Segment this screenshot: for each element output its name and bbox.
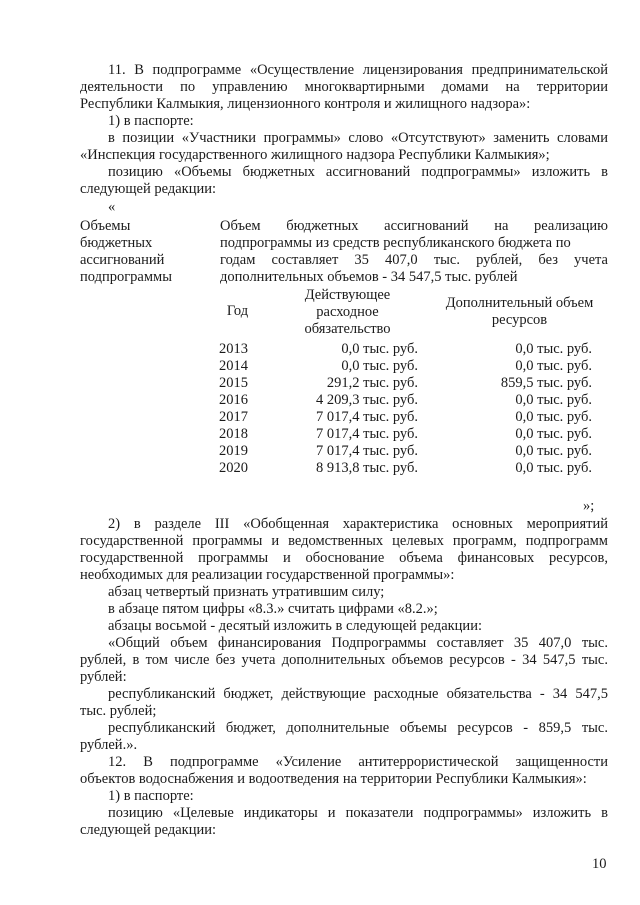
- cell-year: 2020: [219, 460, 248, 476]
- cell-current: 7 017,4 тыс. руб.: [315, 409, 418, 425]
- cell-year: 2016: [219, 392, 248, 408]
- header-additional: ресурсов: [491, 312, 548, 328]
- paragraph-line: объектов водоснабжения и водоотведения на территории Республики Калмыкия»:: [80, 771, 587, 787]
- cell-additional: 0,0 тыс. руб.: [515, 409, 592, 425]
- cell-current: 4 209,3 тыс. руб.: [315, 392, 418, 408]
- header-current: расходное: [316, 304, 379, 320]
- paragraph-line: в абзаце пятом цифры «8.3.» считать цифрами «8.2.»;: [108, 601, 438, 617]
- cell-additional: 0,0 тыс. руб.: [515, 426, 592, 442]
- paragraph-line: республиканский бюджет, дополнительные объемы ресурсов - 859,5 тыс.: [108, 720, 608, 736]
- paragraph-line: необходимых для реализации государственной программы»:: [80, 567, 455, 583]
- cell-additional: 0,0 тыс. руб.: [515, 392, 592, 408]
- cell-additional: 0,0 тыс. руб.: [515, 460, 592, 476]
- cell-additional: 0,0 тыс. руб.: [515, 358, 592, 374]
- paragraph-line: 1) в паспорте:: [108, 113, 194, 129]
- cell-current: 7 017,4 тыс. руб.: [315, 443, 418, 459]
- paragraph-line: «Общий объем финансирования Подпрограммы составляет 35 407,0 тыс.: [108, 635, 608, 651]
- paragraph-line: деятельности по управлению многоквартирными домами на территории: [80, 79, 608, 95]
- cell-additional: 0,0 тыс. руб.: [515, 341, 592, 357]
- cell-year: 2019: [219, 443, 248, 459]
- paragraph-line: 12. В подпрограмме «Усиление антитеррористической защищенности: [108, 754, 608, 770]
- desc-line: подпрограммы из средств республиканского бюджета по: [220, 235, 571, 251]
- desc-line: Объем бюджетных ассигнований на реализацию: [220, 218, 608, 234]
- cell-year: 2015: [219, 375, 248, 391]
- cell-additional: 859,5 тыс. руб.: [500, 375, 592, 391]
- header-additional: Дополнительный объем: [445, 295, 594, 311]
- paragraph-line: рублей, в том числе без учета дополнительных объемов ресурсов - 34 547,5 тыс.: [80, 652, 608, 668]
- paragraph-line: абзацы восьмой - десятый изложить в следующей редакции:: [108, 618, 482, 634]
- desc-line: дополнительных объемов - 34 547,5 тыс. рублей: [220, 269, 518, 285]
- cell-year: 2014: [219, 358, 248, 374]
- paragraph-line: республиканский бюджет, действующие расходные обязательства - 34 547,5: [108, 686, 608, 702]
- paragraph-line: рублей:: [80, 669, 127, 685]
- cell-current: 291,2 тыс. руб.: [326, 375, 418, 391]
- paragraph-line: следующей редакции:: [80, 822, 217, 838]
- cell-current: 0,0 тыс. руб.: [341, 341, 418, 357]
- desc-line: годам составляет 35 407,0 тыс. рублей, без учета: [220, 252, 608, 268]
- paragraph-line: позицию «Объемы бюджетных ассигнований подпрограммы» изложить в: [108, 164, 608, 180]
- cell-current: 8 913,8 тыс. руб.: [315, 460, 418, 476]
- quote-close: »;: [583, 498, 595, 514]
- header-current: обязательство: [304, 321, 391, 337]
- label-line: бюджетных: [80, 235, 153, 251]
- paragraph-line: в позиции «Участники программы» слово «Отсутствуют» заменить словами: [108, 130, 608, 146]
- cell-current: 7 017,4 тыс. руб.: [315, 426, 418, 442]
- paragraph-line: абзац четвертый признать утратившим силу;: [108, 584, 385, 600]
- cell-year: 2013: [219, 341, 248, 357]
- paragraph-line: государственной программы и ведомственных целевых программ, подпрограмм: [80, 533, 608, 549]
- cell-year: 2018: [219, 426, 248, 442]
- paragraph-line: 11. В подпрограмме «Осуществление лицензирования предпринимательской: [108, 62, 608, 78]
- paragraph-line: тыс. рублей;: [80, 703, 157, 719]
- header-year: Год: [226, 303, 249, 319]
- paragraph-line: позицию «Целевые индикаторы и показатели подпрограммы» изложить в: [108, 805, 608, 821]
- paragraph-line: «Инспекция государственного жилищного надзора Республики Калмыкия»;: [80, 147, 550, 163]
- label-line: ассигнований: [80, 252, 165, 268]
- paragraph-line: следующей редакции:: [80, 181, 217, 197]
- cell-additional: 0,0 тыс. руб.: [515, 443, 592, 459]
- page-number: 10: [592, 856, 607, 872]
- paragraph-line: 1) в паспорте:: [108, 788, 194, 804]
- cell-year: 2017: [219, 409, 248, 425]
- label-line: подпрограммы: [80, 269, 172, 285]
- quote-open: «: [108, 199, 116, 215]
- cell-current: 0,0 тыс. руб.: [341, 358, 418, 374]
- label-line: Объемы: [80, 218, 131, 234]
- paragraph-line: государственной программы и обоснование объема финансовых ресурсов,: [80, 550, 608, 566]
- paragraph-line: рублей.».: [80, 737, 138, 753]
- header-current: Действующее: [304, 287, 391, 303]
- paragraph-line: 2) в разделе III «Обобщенная характеристика основных мероприятий: [108, 516, 608, 532]
- paragraph-line: Республики Калмыкия, лицензионного контроля и жилищного надзора»:: [80, 96, 531, 112]
